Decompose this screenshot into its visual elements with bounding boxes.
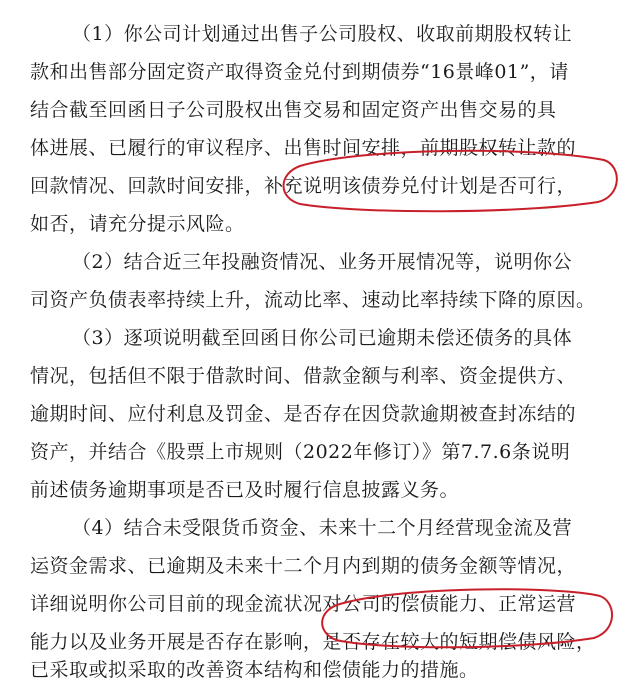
- paragraph-4-line-2: 运资金需求、已逾期及未来十二个月内到期的债务金额等情况，: [30, 555, 577, 577]
- paragraph-1-line-2: 款和出售部分固定资产取得资金兑付到期债券“16景峰01”，请: [30, 61, 569, 83]
- paragraph-4-line-5: 已采取或拟采取的改善资本结构和偿债能力的措施。: [30, 659, 479, 681]
- paragraph-4-line-3: 详细说明你公司目前的现金流状况对公司的偿债能力、正常运营: [30, 593, 577, 615]
- paragraph-3-line-1: （3）逐项说明截至回函日你公司已逾期未偿还债务的具体: [72, 327, 573, 349]
- paragraph-1-line-6: 如否，请充分提示风险。: [30, 213, 245, 235]
- paragraph-3-line-2: 情况，包括但不限于借款时间、借款金额与利率、资金提供方、: [30, 365, 577, 387]
- paragraph-3-line-4: 资产，并结合《股票上市规则（2022年修订）》第7.7.6条说明: [30, 441, 571, 463]
- paragraph-2-line-1: （2）结合近三年投融资情况、业务开展情况等，说明你公: [72, 251, 573, 273]
- paragraph-3-line-5: 前述债务逾期事项是否已及时履行信息披露义务。: [30, 479, 460, 501]
- paragraph-4-line-4: 能力以及业务开展是否存在影响，是否存在较大的短期偿债风险，: [30, 631, 596, 653]
- paragraph-4-line-1: （4）结合未受限货币资金、未来十二个月经营现金流及营: [72, 517, 573, 539]
- paragraph-1-line-3: 结合截至回函日子公司股权出售交易和固定资产出售交易的具: [30, 99, 557, 121]
- paragraph-1-line-1: （1）你公司计划通过出售子公司股权、收取前期股权转让: [72, 23, 573, 45]
- paragraph-1-line-4: 体进展、已履行的审议程序、出售时间安排，前期股权转让款的: [30, 137, 577, 159]
- paragraph-1-line-5: 回款情况、回款时间安排，补充说明该债券兑付计划是否可行，: [30, 175, 577, 197]
- paragraph-3-line-3: 逾期时间、应付利息及罚金、是否存在因贷款逾期被查封冻结的: [30, 403, 577, 425]
- paragraph-2-line-2: 司资产负债表率持续上升，流动比率、速动比率持续下降的原因。: [30, 289, 596, 311]
